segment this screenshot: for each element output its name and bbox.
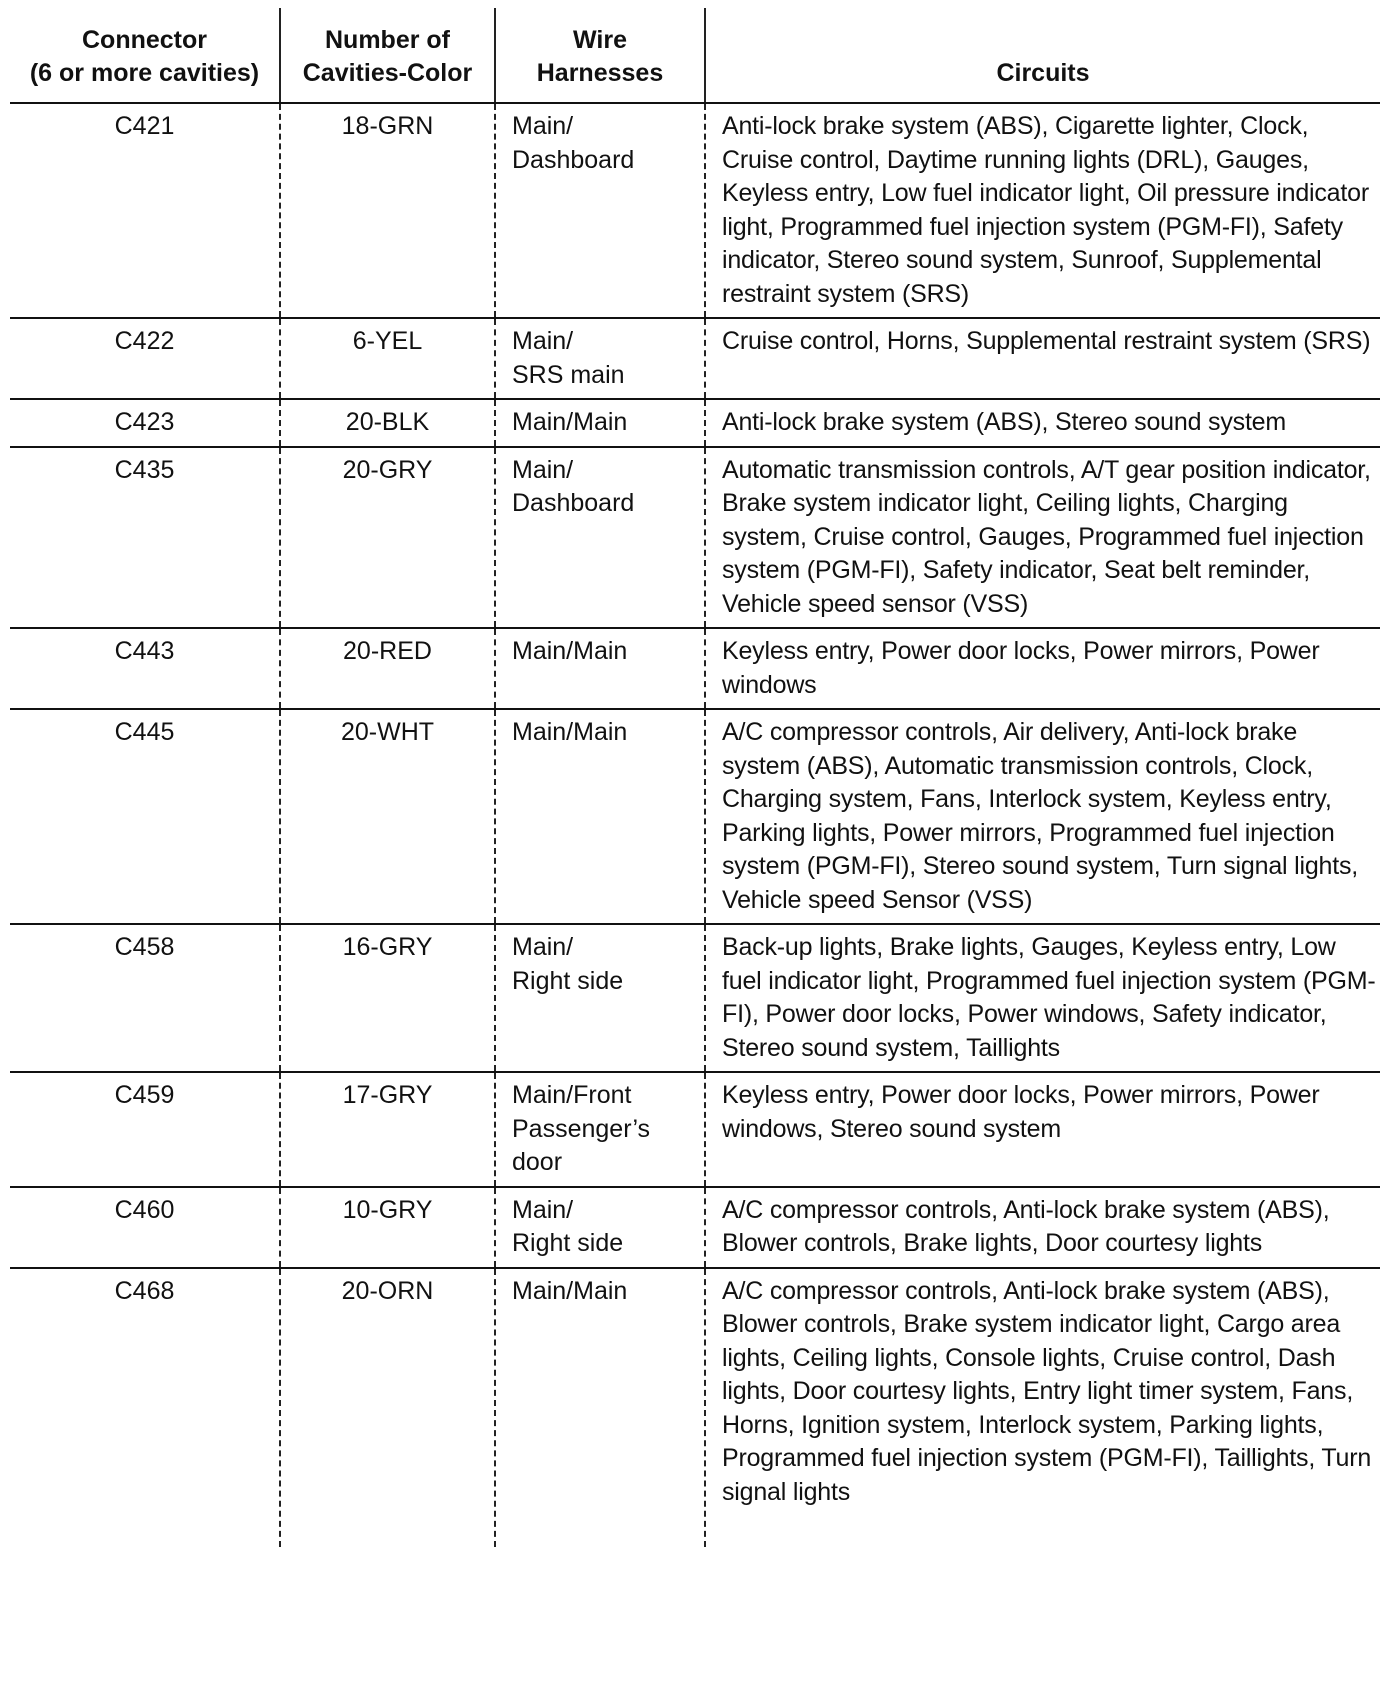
- connector-cell: C443: [10, 628, 280, 709]
- connector-cell: C459: [10, 1072, 280, 1187]
- cavities-color-cell: 18-GRN: [280, 103, 495, 318]
- connector-cell: C468: [114, 1276, 175, 1305]
- connector-cell: C435: [10, 447, 280, 629]
- connector-cell: C458: [10, 924, 280, 1072]
- table-row: [10, 103, 1380, 318]
- table-row: [10, 447, 1380, 629]
- table-body: [10, 103, 1380, 1547]
- circuits-cell: A/C compressor controls, Anti-lock brake system (ABS), Blower controls, Brake lights, Door courtesy lights: [705, 1187, 1380, 1268]
- connector-cell: C422: [10, 318, 280, 399]
- header-row: [10, 8, 1380, 103]
- header-connector: Connector (6 or more cavities): [10, 8, 280, 103]
- table-row: [10, 399, 1380, 447]
- circuits-cell: Keyless entry, Power door locks, Power mirrors, Power windows: [705, 628, 1380, 709]
- header-wire-harnesses: Wire Harnesses: [495, 8, 705, 103]
- circuits-cell: Back-up lights, Brake lights, Gauges, Keyless entry, Low fuel indicator light, Programmed fuel injection system (PGM-FI), Power door locks, Power windows, Safety indicator, Stereo sound system, Taillights: [705, 924, 1380, 1072]
- circuits-cell: Cruise control, Horns, Supplemental restraint system (SRS): [705, 318, 1380, 399]
- table-row: [10, 709, 1380, 924]
- circuits-cell: A/C compressor controls, Anti-lock brake system (ABS), Blower controls, Brake system indicator light, Cargo area lights, Ceiling lights, Console lights, Cruise control, Dash lights, Door courtesy lights, Entry light timer system, Fans, Horns, Ignition system, Interlock system, Parking lights, Programmed fuel injection system (PGM-FI), Taillights, Turn signal lights: [705, 1268, 1380, 1548]
- cavities-color-cell: 20-ORN: [280, 1268, 495, 1548]
- wire-harnesses-cell: Main/ Dashboard: [495, 103, 705, 318]
- cavities-color-cell: 17-GRY: [280, 1072, 495, 1187]
- cavities-color-cell: 10-GRY: [280, 1187, 495, 1268]
- table-header: [10, 8, 1380, 103]
- cavities-color-cell: 16-GRY: [280, 924, 495, 1072]
- connector-circuits-table: [10, 8, 1380, 1547]
- table-row: [10, 1268, 1380, 1548]
- cavities-color-cell: 20-WHT: [280, 709, 495, 924]
- wire-harnesses-cell: Main/Front Passenger’s door: [495, 1072, 705, 1187]
- circuits-cell: Anti-lock brake system (ABS), Cigarette lighter, Clock, Cruise control, Daytime running lights (DRL), Gauges, Keyless entry, Low fuel indicator light, Oil pressure indicator light, Programmed fuel injection system (PGM-FI), Safety indicator, Stereo sound system, Sunroof, Supplemental restraint system (SRS): [705, 103, 1380, 318]
- cavities-color-cell: 6-YEL: [280, 318, 495, 399]
- connector-cell: C460: [10, 1187, 280, 1268]
- circuits-cell: Keyless entry, Power door locks, Power mirrors, Power windows, Stereo sound system: [705, 1072, 1380, 1187]
- table-row: [10, 318, 1380, 399]
- connector-cell: C423: [10, 399, 280, 447]
- header-cavities-color: Number of Cavities-Color: [280, 8, 495, 103]
- table-row: [10, 1072, 1380, 1187]
- connector-cell: C421: [10, 103, 280, 318]
- connector-cell: C445: [10, 709, 280, 924]
- wire-harnesses-cell: Main/ Dashboard: [495, 447, 705, 629]
- connector-table-page: [10, 8, 1380, 1547]
- table-row: [10, 924, 1380, 1072]
- cavities-color-cell: 20-RED: [280, 628, 495, 709]
- table-row: [10, 1187, 1380, 1268]
- wire-harnesses-cell: Main/ SRS main: [495, 318, 705, 399]
- wire-harnesses-cell: Main/Main: [495, 399, 705, 447]
- circuits-cell: Automatic transmission controls, A/T gear position indicator, Brake system indicator light, Ceiling lights, Charging system, Cruise control, Gauges, Programmed fuel injection system (PGM-FI), Safety indicator, Seat belt reminder, Vehicle speed sensor (VSS): [705, 447, 1380, 629]
- cavities-color-cell: 20-GRY: [280, 447, 495, 629]
- circuits-cell: Anti-lock brake system (ABS), Stereo sound system: [705, 399, 1380, 447]
- circuits-cell: A/C compressor controls, Air delivery, Anti-lock brake system (ABS), Automatic transmission controls, Clock, Charging system, Fans, Interlock system, Keyless entry, Parking lights, Power mirrors, Programmed fuel injection system (PGM-FI), Stereo sound system, Turn signal lights, Vehicle speed Sensor (VSS): [705, 709, 1380, 924]
- wire-harnesses-cell: Main/Main: [495, 1268, 705, 1548]
- wire-harnesses-cell: Main/Main: [495, 709, 705, 924]
- table-row: [10, 628, 1380, 709]
- wire-harnesses-cell: Main/ Right side: [495, 1187, 705, 1268]
- cavities-color-cell: 20-BLK: [280, 399, 495, 447]
- header-circuits: Circuits: [705, 8, 1380, 103]
- wire-harnesses-cell: Main/Main: [495, 628, 705, 709]
- wire-harnesses-cell: Main/ Right side: [495, 924, 705, 1072]
